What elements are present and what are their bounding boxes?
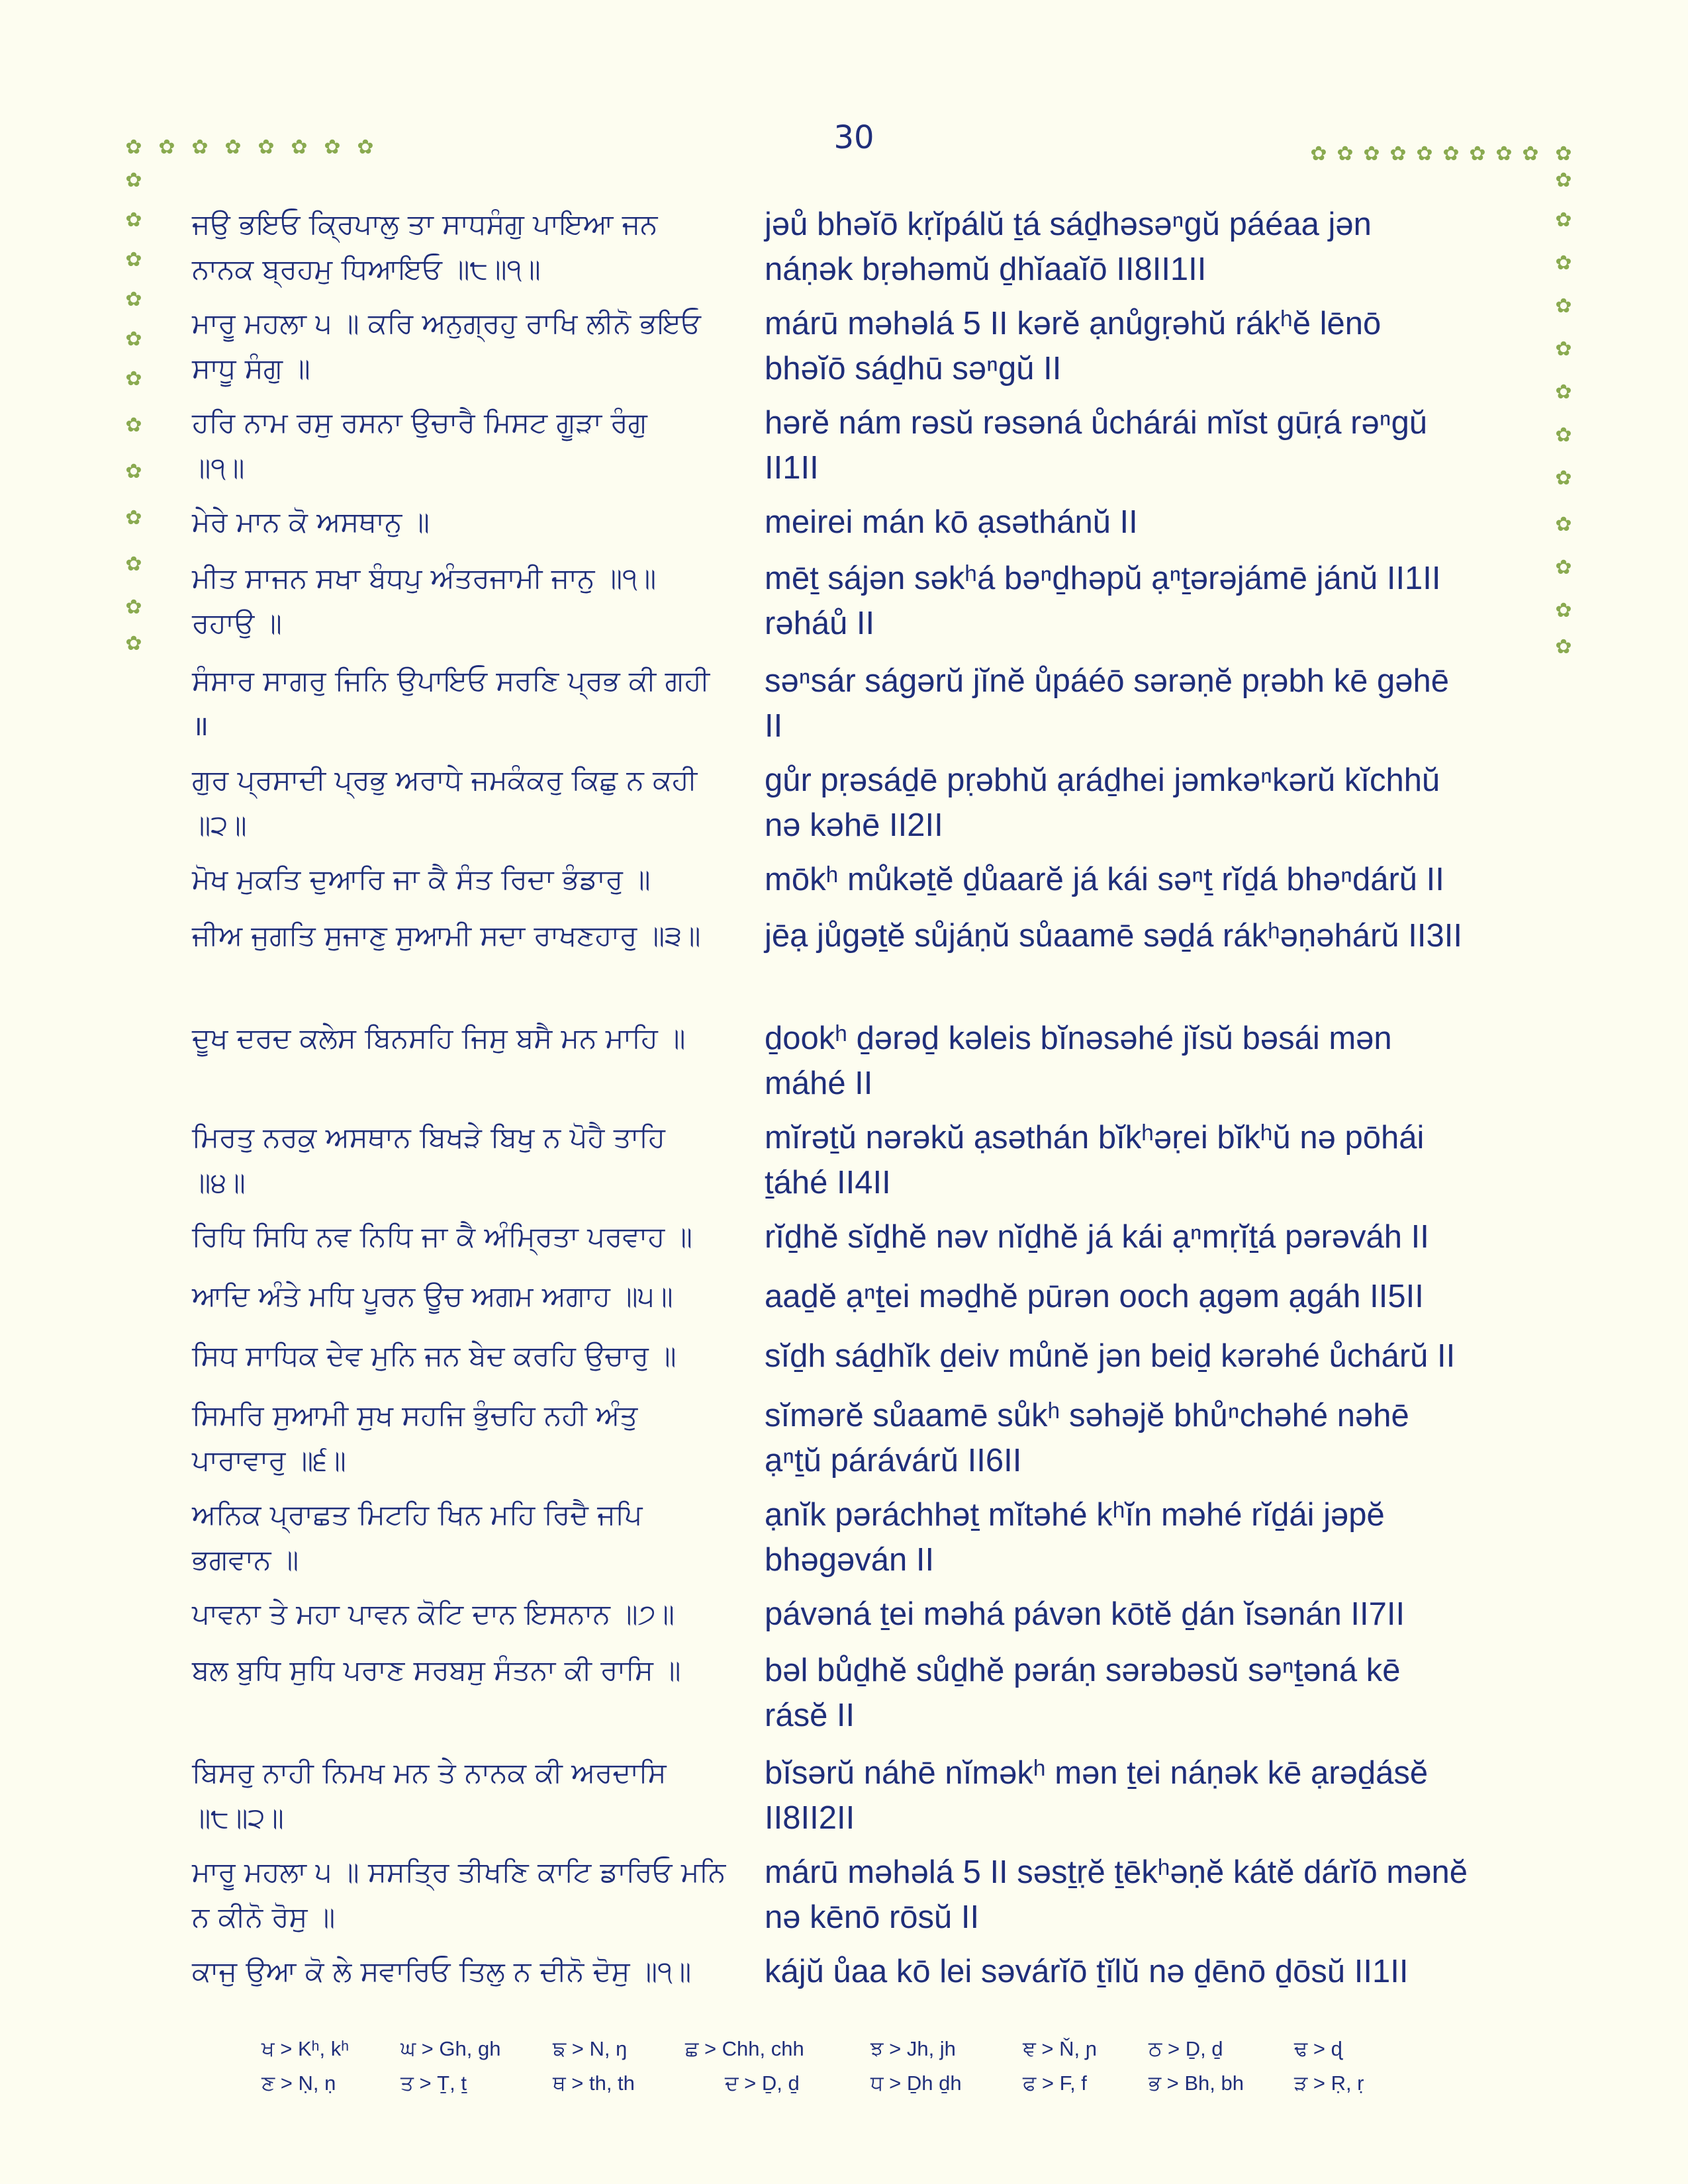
gurmukhi-text: ਬਿਸਰੁ ਨਾਹੀ ਨਿਮਖ ਮਨ ਤੇ ਨਾਨਕ ਕੀ ਅਰਦਾਸਿ ॥੮॥੨॥ bbox=[192, 1756, 667, 1834]
flower-icon: ✿ bbox=[1442, 142, 1460, 165]
transliteration-text: mĭrəṯŭ nərəkŭ ạsəthán bĭkʰəṛei bĭkʰŭ nə pōhái ṯáhé II4II bbox=[765, 1120, 1425, 1201]
flower-icon: ✿ bbox=[1555, 142, 1572, 165]
transliteration-text: pávəná ṯei məhá pávən kōtĕ ḏán ĭsənán II7II bbox=[765, 1596, 1405, 1632]
flower-icon: ✿ bbox=[1555, 599, 1572, 622]
flower-icon: ✿ bbox=[1555, 338, 1572, 361]
transliteration-text: sĭmərĕ sůaamē sůkʰ səhəjĕ bhůⁿchəhé nəhē ạⁿṯŭ párávárŭ II6II bbox=[765, 1398, 1409, 1479]
transliteration-text: mōkʰ můkəṯĕ ḏůaarĕ já kái səⁿṯ rĭḏá bhəⁿdárŭ II bbox=[765, 862, 1444, 897]
gurmukhi-text: ਪਾਵਨਾ ਤੇ ਮਹਾ ਪਾਵਨ ਕੋਟਿ ਦਾਨ ਇਸਨਾਨ ॥੭॥ bbox=[192, 1598, 675, 1630]
gurmukhi-text: ਮੀਤ ਸਾਜਨ ਸਖਾ ਬੰਧਪੁ ਅੰਤਰਜਾਮੀ ਜਾਨੁ ॥੧॥ ਰਹਾਉ ॥ bbox=[192, 562, 657, 639]
legend-item: ਣ > Ṇ, ṇ bbox=[261, 2071, 336, 2095]
gurmukhi-text: ਸਿਮਰਿ ਸੁਆਮੀ ਸੁਖ ਸਹਜਿ ਭੁੰਚਹਿ ਨਹੀ ਅੰਤੁ ਪਾਰਾਵਾਰੁ ॥੬॥ bbox=[192, 1399, 638, 1477]
flower-icon: ✿ bbox=[258, 136, 275, 159]
page-number: 30 bbox=[833, 119, 874, 156]
flower-icon: ✿ bbox=[1469, 142, 1486, 165]
gurmukhi-text: ਜੀਅ ਜੁਗਤਿ ਸੁਜਾਣੁ ਸੁਆਮੀ ਸਦਾ ਰਾਖਣਹਾਰੁ ॥੩॥ bbox=[192, 919, 701, 952]
transliteration-text: márū məhəlá 5 II səsṯṛĕ ṯēkʰəṇĕ kátĕ dárĭō mənĕ nə kēnō rōsŭ II bbox=[765, 1854, 1468, 1935]
flower-icon: ✿ bbox=[1555, 467, 1572, 490]
legend-item: ਥ > th, th bbox=[553, 2071, 635, 2095]
gurmukhi-text: ਅਨਿਕ ਪ੍ਰਾਛਤ ਮਿਟਹਿ ਖਿਨ ਮਹਿ ਰਿਦੈ ਜਪਿ ਭਗਵਾਨ ॥ bbox=[192, 1498, 643, 1576]
flower-icon: ✿ bbox=[1495, 142, 1513, 165]
flower-icon: ✿ bbox=[1555, 635, 1572, 659]
flower-icon: ✿ bbox=[1555, 381, 1572, 404]
transliteration-text: mēṯ sájən səkʰá bəⁿḏhəpŭ ạⁿṯərəjámē jánŭ II1II rəháů II bbox=[765, 561, 1441, 641]
flower-icon: ✿ bbox=[1555, 208, 1572, 232]
legend-item: ਙ > N, ŋ bbox=[553, 2037, 628, 2060]
flower-icon: ✿ bbox=[1555, 513, 1572, 536]
transliteration-text: rĭḏhĕ sĭḏhĕ nəv nĭḏhĕ já kái ạⁿmṛĭṯá pərəváh II bbox=[765, 1219, 1429, 1255]
flower-icon: ✿ bbox=[125, 328, 142, 351]
transliteration-text: bĭsərŭ náhē nĭməkʰ mən ṯei náṇək kē ạrəḏásĕ II8II2II bbox=[765, 1755, 1429, 1836]
transliteration-text: meirei mán kō ạsəthánŭ II bbox=[765, 504, 1138, 540]
legend-item: ੜ > Ṛ, ṛ bbox=[1294, 2071, 1364, 2095]
gurmukhi-text: ਮੋਖ ਮੁਕਤਿ ਦੁਆਰਿ ਜਾ ਕੈ ਸੰਤ ਰਿਦਾ ਭੰਡਾਰੁ ॥ bbox=[192, 863, 651, 895]
transliteration-text: sĭḏh sáḏhĭk ḏeiv můnĕ jən beiḏ kərəhé ůchárŭ II bbox=[765, 1338, 1456, 1374]
flower-icon: ✿ bbox=[158, 136, 175, 159]
flower-icon: ✿ bbox=[125, 596, 142, 619]
legend-item: ਞ > Ň, ɲ bbox=[1023, 2037, 1097, 2060]
transliteration-text: jēạ jůgəṯĕ sůjáṇŭ sůaamē səḏá rákʰəṇəhárŭ II3II bbox=[765, 918, 1462, 954]
transliteration-text: ạnĭk pəráchhəṯ mĭtəhé kʰĭn məhé rĭḏái jəpĕ bhəgəván II bbox=[765, 1497, 1385, 1578]
flower-icon: ✿ bbox=[1310, 142, 1327, 165]
gurmukhi-text: ਕਾਜੁ ਉਆ ਕੋ ਲੇ ਸਵਾਰਿਓ ਤਿਲੁ ਨ ਦੀਨੋ ਦੋਸੁ ॥੧॥ bbox=[192, 1955, 692, 1987]
gurmukhi-text: ਮਿਰਤੁ ਨਰਕੁ ਅਸਥਾਨ ਬਿਖੜੇ ਬਿਖੁ ਨ ਪੋਹੈ ਤਾਹਿ ॥੪॥ bbox=[192, 1121, 665, 1199]
transliteration-text: hərĕ nám rəsŭ rəsəná ůchárái mĭst gūṛá rəⁿgŭ II1II bbox=[765, 405, 1428, 486]
legend-item: ਦ > Ḏ, ḏ bbox=[725, 2071, 800, 2095]
transliteration-text: kájŭ ůaa kō lei səvárĭō ṯĭlŭ nə ḏēnō ḏōsŭ II1II bbox=[765, 1954, 1409, 1989]
flower-icon: ✿ bbox=[1555, 556, 1572, 579]
legend-item: ਖ > Kʰ, kʰ bbox=[261, 2037, 350, 2060]
legend-item: ਘ > Gh, gh bbox=[400, 2037, 501, 2060]
gurmukhi-text: ਬਲ ਬੁਧਿ ਸੁਧਿ ਪਰਾਣ ਸਰਬਸੁ ਸੰਤਨਾ ਕੀ ਰਾਸਿ ॥ bbox=[192, 1654, 681, 1686]
flower-icon: ✿ bbox=[125, 460, 142, 483]
flower-icon: ✿ bbox=[125, 414, 142, 437]
legend-item: ਢ > ɖ bbox=[1294, 2037, 1342, 2060]
legend-item: ਤ > Ṯ, ṯ bbox=[400, 2071, 467, 2095]
gurmukhi-text: ਮੇਰੇ ਮਾਨ ਕੋ ਅਸਥਾਨੁ ॥ bbox=[192, 506, 430, 538]
gurmukhi-text: ਜਉ ਭਇਓ ਕ੍ਰਿਪਾਲੁ ਤਾ ਸਾਧਸੰਗੁ ਪਾਇਆ ਜਨ ਨਾਨਕ ਬ੍ਰਹਮੁ ਧਿਆਇਓ ॥੮॥੧॥ bbox=[192, 208, 658, 285]
transliteration-text: aaḏĕ ạⁿṯei məḏhĕ pūrən ooch ạgəm ạgáh II5II bbox=[765, 1279, 1424, 1314]
gurmukhi-text: ਮਾਰੂ ਮਹਲਾ ੫ ॥ ਕਰਿ ਅਨੁਗ੍ਰਹੁ ਰਾਖਿ ਲੀਨੋ ਭਇਓ ਸਾਧੂ ਸੰਗੁ ॥ bbox=[192, 307, 701, 385]
transliteration-text: gůr pṛəsáḏē pṛəbhŭ ạráḏhei jəmkəⁿkərŭ kĭchhŭ nə kəhē II2II bbox=[765, 762, 1440, 843]
gurmukhi-text: ਆਦਿ ਅੰਤੇ ਮਧਿ ਪੂਰਨ ਊਚ ਅਗਮ ਅਗਾਹ ॥੫॥ bbox=[192, 1280, 673, 1312]
gurmukhi-text: ਮਾਰੂ ਮਹਲਾ ੫ ॥ ਸਸਤ੍ਰਿ ਤੀਖਣਿ ਕਾਟਿ ਡਾਰਿਓ ਮਨਿ ਨ ਕੀਨੋ ਰੋਸੁ ॥ bbox=[192, 1856, 726, 1933]
gurmukhi-text: ਦੂਖ ਦਰਦ ਕਲੇਸ ਬਿਨਸਹਿ ਜਿਸੁ ਬਸੈ ਮਨ ਮਾਹਿ ॥ bbox=[192, 1022, 686, 1054]
flower-icon: ✿ bbox=[125, 632, 142, 655]
flower-icon: ✿ bbox=[125, 367, 142, 390]
legend-item: ਝ > Jh, jh bbox=[870, 2037, 956, 2060]
flower-icon: ✿ bbox=[1555, 295, 1572, 318]
transliteration-text: márū məhəlá 5 II kərĕ ạnůgṛəhŭ rákʰĕ lēnō bhəĭō sáḏhū səⁿgŭ II bbox=[765, 306, 1382, 387]
flower-icon: ✿ bbox=[224, 136, 242, 159]
flower-icon: ✿ bbox=[1555, 169, 1572, 192]
legend-item: ਛ > Chh, chh bbox=[685, 2037, 804, 2060]
flower-icon: ✿ bbox=[1363, 142, 1380, 165]
legend-item: ਭ > Bh, bh bbox=[1149, 2071, 1244, 2095]
flower-icon: ✿ bbox=[1336, 142, 1354, 165]
flower-icon: ✿ bbox=[1416, 142, 1433, 165]
flower-icon: ✿ bbox=[1555, 251, 1572, 275]
flower-icon: ✿ bbox=[1522, 142, 1539, 165]
gurmukhi-text: ਰਿਧਿ ਸਿਧਿ ਨਵ ਨਿਧਿ ਜਾ ਕੈ ਅੰਮ੍ਰਿਤਾ ਪਰਵਾਹ ॥ bbox=[192, 1220, 692, 1253]
legend-item: ਫ > F, f bbox=[1023, 2071, 1087, 2095]
flower-icon: ✿ bbox=[125, 248, 142, 271]
flower-icon: ✿ bbox=[125, 506, 142, 529]
legend-item: ਧ > Ḏh ḏh bbox=[870, 2071, 962, 2095]
flower-icon: ✿ bbox=[191, 136, 209, 159]
flower-icon: ✿ bbox=[125, 553, 142, 576]
gurmukhi-text: ਸਿਧ ਸਾਧਿਕ ਦੇਵ ਮੁਨਿ ਜਨ ਬੇਦ ਕਰਹਿ ਉਚਾਰੁ ॥ bbox=[192, 1340, 677, 1372]
flower-icon: ✿ bbox=[324, 136, 341, 159]
flower-icon: ✿ bbox=[125, 208, 142, 232]
flower-icon: ✿ bbox=[1555, 424, 1572, 447]
transliteration-text: ḏookʰ ḏərəḏ kəleis bĭnəsəhé jĭsŭ bəsái mən máhé II bbox=[765, 1021, 1392, 1101]
flower-icon: ✿ bbox=[125, 169, 142, 192]
gurmukhi-text: ਸੰਸਾਰ ਸਾਗਰੁ ਜਿਨਿ ਉਪਾਇਓ ਸਰਣਿ ਪ੍ਰਭ ਕੀ ਗਹੀ ॥ bbox=[192, 664, 710, 742]
transliteration-text: səⁿsár ságərŭ jĭnĕ ůpáéō sərəṇĕ pṛəbh kē gəhē II bbox=[765, 663, 1449, 744]
flower-icon: ✿ bbox=[291, 136, 308, 159]
flower-icon: ✿ bbox=[125, 288, 142, 311]
flower-icon: ✿ bbox=[1389, 142, 1407, 165]
legend-item: ਠ > Ḏ, ḏ bbox=[1149, 2037, 1223, 2060]
flower-icon: ✿ bbox=[125, 136, 142, 159]
gurmukhi-text: ਹਰਿ ਨਾਮ ਰਸੁ ਰਸਨਾ ਉਚਾਰੈ ਮਿਸਟ ਗੂੜਾ ਰੰਗੁ ॥੧॥ bbox=[192, 406, 647, 484]
flower-icon: ✿ bbox=[357, 136, 374, 159]
gurmukhi-text: ਗੁਰ ਪ੍ਰਸਾਦੀ ਪ੍ਰਭੁ ਅਰਾਧੇ ਜਮਕੰਕਰੁ ਕਿਛੁ ਨ ਕਹੀ ॥੨॥ bbox=[192, 764, 698, 841]
transliteration-text: jəů bhəĭō kṛĭpálŭ ṯá sáḏhəsəⁿgŭ páéaa jən náṇək bṛəhəmŭ ḏhĭaaĭō II8II1II bbox=[765, 206, 1372, 287]
transliteration-text: bəl bůḏhĕ sůḏhĕ pəráṇ sərəbəsŭ səⁿṯəná kē rásĕ II bbox=[765, 1653, 1401, 1733]
